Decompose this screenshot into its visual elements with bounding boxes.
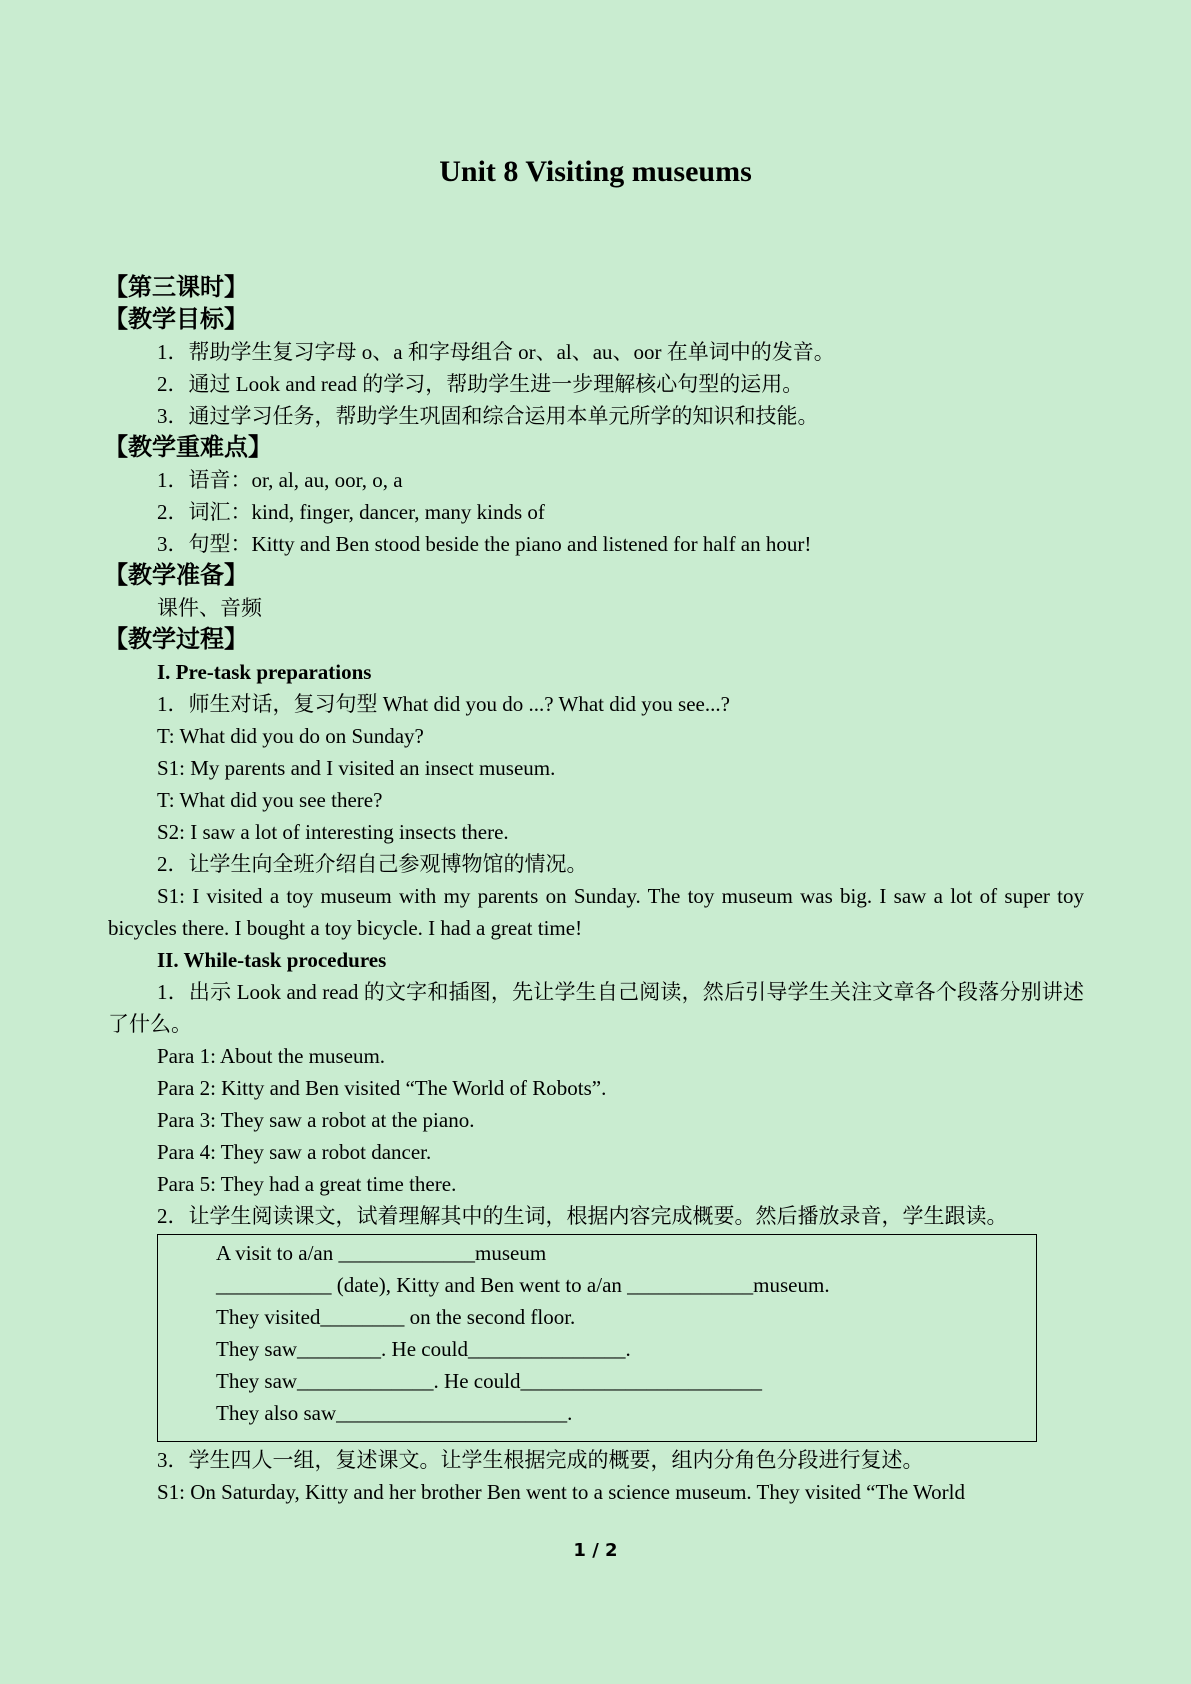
student-paragraph: S1: I visited a toy museum with my parents on Sunday. The toy museum was big. I saw a lot of super toy bicycles there. I bought a toy bicycle. I had a great time! bbox=[108, 884, 1084, 940]
summary-line: They saw_____________. He could_______________________ bbox=[216, 1369, 762, 1393]
keypoint-item: 3．句型：Kitty and Ben stood beside the piano and listened for half an hour! bbox=[157, 532, 812, 556]
objective-item: 1．帮助学生复习字母 o、a 和字母组合 or、al、au、oor 在单词中的发音。 bbox=[157, 340, 835, 364]
process-heading: 【教学过程】 bbox=[104, 627, 248, 653]
while-task-step: 2．让学生阅读课文，试着理解其中的生词，根据内容完成概要。然后播放录音，学生跟读。 bbox=[157, 1204, 1008, 1228]
para-summary: Para 5: They had a great time there. bbox=[157, 1172, 457, 1196]
para-summary: Para 3: They saw a robot at the piano. bbox=[157, 1108, 475, 1132]
preparation-text: 课件、音频 bbox=[157, 596, 262, 620]
summary-line: ___________ (date), Kitty and Ben went to a/an ____________museum. bbox=[216, 1273, 830, 1297]
dialogue-line: T: What did you do on Sunday? bbox=[157, 724, 424, 748]
pre-task-line: 1．师生对话，复习句型 What did you do ...? What did you see...? bbox=[157, 692, 730, 716]
para-summary: Para 1: About the museum. bbox=[157, 1044, 386, 1068]
while-task-step: 3．学生四人一组，复述课文。让学生根据完成的概要，组内分角色分段进行复述。 bbox=[157, 1448, 924, 1472]
objective-item: 3．通过学习任务，帮助学生巩固和综合运用本单元所学的知识和技能。 bbox=[157, 404, 819, 428]
dialogue-line: S1: My parents and I visited an insect museum. bbox=[157, 756, 556, 780]
while-task-heading: II. While-task procedures bbox=[157, 948, 387, 972]
objectives-heading: 【教学目标】 bbox=[104, 307, 248, 333]
pre-task-line: 2．让学生向全班介绍自己参观博物馆的情况。 bbox=[157, 852, 588, 876]
dialogue-line: S2: I saw a lot of interesting insects there. bbox=[157, 820, 509, 844]
page-number: 1 / 2 bbox=[573, 1540, 618, 1561]
objective-item: 2．通过 Look and read 的学习，帮助学生进一步理解核心句型的运用。 bbox=[157, 372, 804, 396]
para-summary: Para 4: They saw a robot dancer. bbox=[157, 1140, 432, 1164]
para-summary: Para 2: Kitty and Ben visited “The World of Robots”. bbox=[157, 1076, 607, 1100]
preparation-heading: 【教学准备】 bbox=[104, 563, 248, 589]
keypoint-item: 2．词汇：kind, finger, dancer, many kinds of bbox=[157, 500, 545, 524]
keypoint-item: 1．语音：or, al, au, oor, o, a bbox=[157, 468, 403, 492]
lesson-heading: 【第三课时】 bbox=[104, 275, 248, 301]
pre-task-heading: I. Pre-task preparations bbox=[157, 660, 372, 684]
summary-line: They also saw______________________. bbox=[216, 1401, 573, 1425]
retell-line: S1: On Saturday, Kitty and her brother Ben went to a science museum. They visited “The World bbox=[157, 1480, 965, 1504]
while-task-step: 1．出示 Look and read 的文字和插图，先让学生自己阅读，然后引导学生关注文章各个段落分别讲述了什么。 bbox=[108, 980, 1084, 1036]
page-title: Unit 8 Visiting museums bbox=[439, 155, 752, 188]
keypoints-heading: 【教学重难点】 bbox=[104, 435, 272, 461]
document-body bbox=[104, 272, 1084, 1508]
dialogue-line: T: What did you see there? bbox=[157, 788, 383, 812]
summary-box bbox=[157, 1234, 1037, 1442]
summary-line: They visited________ on the second floor. bbox=[216, 1305, 576, 1329]
summary-line: A visit to a/an _____________museum bbox=[216, 1241, 547, 1265]
summary-line: They saw________. He could_______________. bbox=[216, 1337, 631, 1361]
